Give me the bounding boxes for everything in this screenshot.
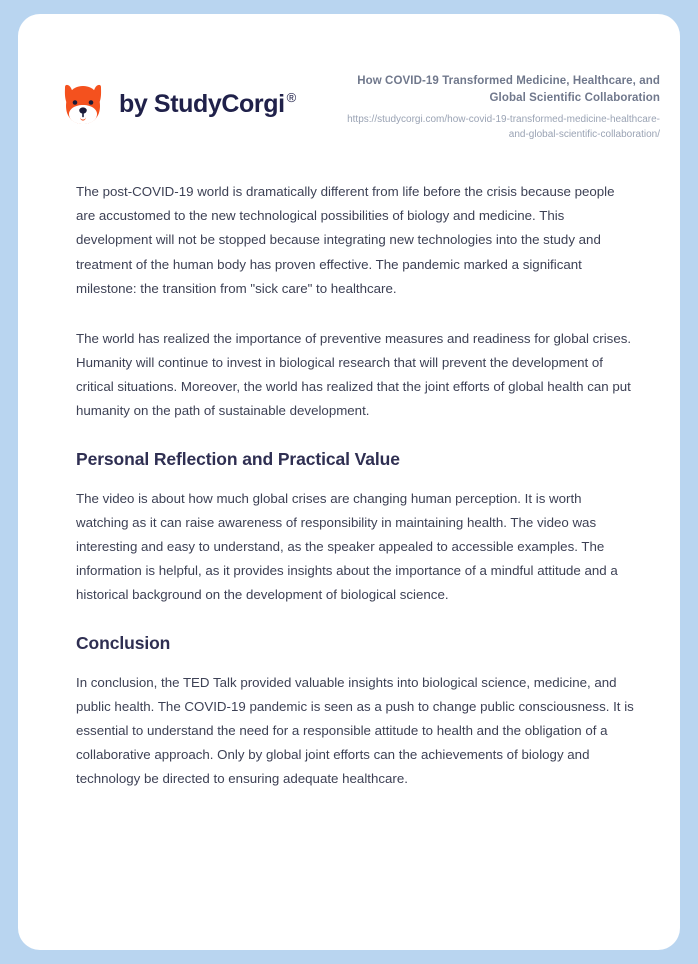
corgi-head-icon xyxy=(58,79,108,129)
document-body xyxy=(18,180,680,791)
source-url[interactable]: https://studycorgi.com/how-covid-19-transformed-medicine-healthcare-and-global-scientific-collaboration/ xyxy=(347,114,660,141)
body-paragraph: The video is about how much global crises are changing human perception. It is worth watching as it can raise awareness of responsibility in maintaining health. The video was interesting and easy to understand, as the speaker appealed to accessible examples. The information is helpful, as it provides insights about the importance of a mindful attitude and a historical background on the development of biological science. xyxy=(76,490,618,603)
document-meta xyxy=(328,71,660,142)
section-heading: Personal Reflection and Practical Value xyxy=(76,448,400,469)
body-paragraph: The post-COVID-19 world is dramatically different from life before the crisis because people are accustomed to the new technological possibilities of biology and medicine. This development will not be stopped because integrating new technologies into the study and treatment of the human body has proven effective. The pandemic marked a significant milestone: the transition from "sick care" to healthcare. xyxy=(76,184,615,296)
body-paragraph: In conclusion, the TED Talk provided valuable insights into biological science, medicine, and public health. The COVID-19 pandemic is seen as a push to change public consciousness. It is essential to understand the need for a responsible attitude to health and the obligation of a collaborative approach. Only by global joint efforts can the achievements of biology and technology be directed to ensuring adequate healthcare. xyxy=(76,675,634,787)
brand-name-text: by StudyCorgi xyxy=(119,89,285,118)
section-heading: Conclusion xyxy=(76,633,171,654)
registered-trademark-icon: ® xyxy=(286,90,296,106)
brand-wordmark xyxy=(119,90,296,119)
document-page-card xyxy=(18,14,680,950)
document-header xyxy=(18,14,680,142)
page-title: How COVID-19 Transformed Medicine, Healthcare, and Global Scientific Collaboration xyxy=(357,75,660,104)
body-paragraph: The world has realized the importance of preventive measures and readiness for global crises. Humanity will continue to invest in biological research that will prevent the development of critical situations. Moreover, the world has realized that the joint efforts of global health can put humanity on the path of sustainable development. xyxy=(76,330,632,418)
brand-logo-group[interactable] xyxy=(58,71,296,129)
